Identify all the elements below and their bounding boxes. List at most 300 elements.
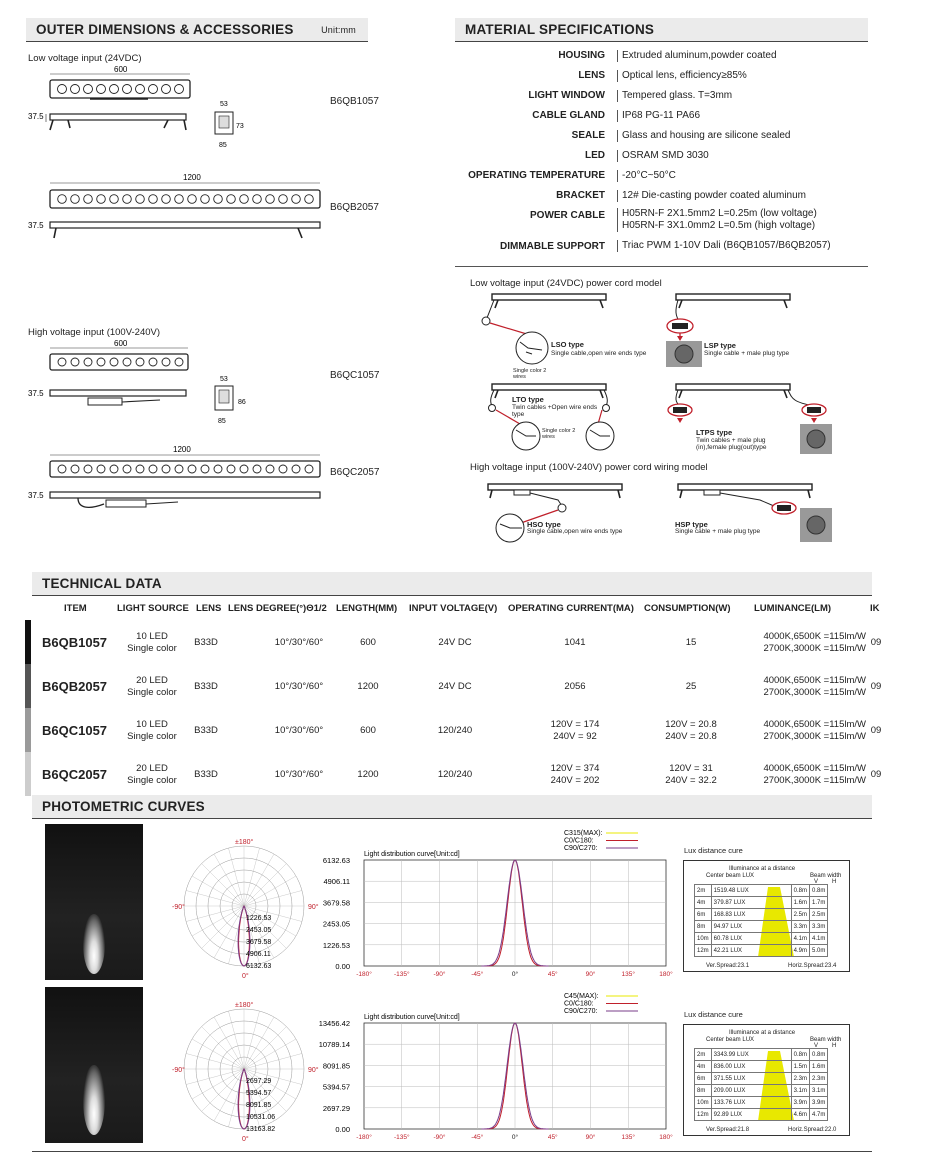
row-marker: [25, 708, 31, 752]
voltage: 24V DC: [438, 681, 472, 692]
lux-cell: 379.87 LUX: [711, 897, 791, 909]
hso-title: HSO type: [527, 520, 561, 529]
spec-value: Tempered glass. T=3mm: [617, 90, 732, 102]
ltps-title: LTPS type: [696, 428, 733, 437]
x-tick: -45°: [471, 1134, 484, 1141]
lso-title: LSO type: [551, 340, 584, 349]
polar-spoke: [214, 854, 244, 906]
hor-spread: Horiz.Spread:22.0: [788, 1127, 837, 1133]
lux-cb: Center beam LUX: [706, 873, 755, 879]
x-tick: -45°: [471, 971, 484, 978]
lux-cell: 12m: [695, 1109, 712, 1121]
dim-600: 600: [114, 65, 128, 74]
x-tick: 0°: [511, 971, 519, 978]
current-2: 240V = 202: [550, 775, 600, 786]
current-1: 2056: [564, 681, 586, 692]
lens: B33D: [194, 681, 218, 692]
lux-cell: 10m: [695, 933, 712, 945]
luminance-1: 4000K,6500K =115lm/W: [763, 763, 866, 774]
color-type: Single color: [127, 775, 177, 786]
x-tick: 180°: [659, 1134, 673, 1141]
polar-label: ±180°: [235, 839, 254, 846]
photometric-title: PHOTOMETRIC CURVES: [42, 799, 205, 814]
polar-label: 90°: [308, 904, 319, 911]
lux-cell: 0.8m: [791, 885, 809, 897]
legend-label: C90/C270:: [564, 1008, 598, 1015]
lux-cell: 94.97 LUX: [711, 921, 791, 933]
lux-cell: 92.89 LUX: [711, 1109, 791, 1121]
svg-text:85: 85: [219, 142, 227, 149]
current: [525, 719, 625, 743]
spec-key: CABLE GLAND: [532, 110, 605, 121]
model-b6qc1057: B6QC1057: [330, 370, 380, 381]
polar-label: -90°: [172, 904, 185, 911]
voltage: 120/240: [437, 769, 473, 780]
lux-cell: 4m: [695, 897, 712, 909]
x-tick: -135°: [393, 1134, 410, 1141]
polar-spoke: [244, 876, 296, 906]
lens-degree: 10°/30°/60°: [274, 769, 324, 780]
lux-cell: 1.5m: [791, 1061, 809, 1073]
lux-cb: Center beam LUX: [706, 1037, 755, 1043]
polar-spoke: [244, 890, 302, 906]
spec-key: OPERATING TEMPERATURE: [468, 170, 605, 181]
consumption: [651, 637, 731, 649]
lux-cell: 4.1m: [810, 933, 828, 945]
polar-spoke: [228, 1011, 244, 1069]
polar-value: 2453.05: [246, 927, 272, 934]
outer-title: OUTER DIMENSIONS & ACCESSORIES: [36, 22, 294, 37]
divider: [32, 818, 872, 819]
light-source: [118, 763, 186, 787]
light-source: [118, 631, 186, 655]
divider: [32, 595, 872, 596]
ik: 09: [870, 637, 882, 648]
current-1: 1041: [564, 637, 586, 648]
lux-row: [695, 945, 828, 957]
luminance: [742, 675, 866, 699]
consumption-1: 120V = 20.8: [665, 719, 717, 730]
lux-cell: 3.3m: [791, 921, 809, 933]
item-name: B6QB1057: [42, 635, 108, 650]
ver-spread: Ver.Spread:21.8: [706, 1127, 750, 1133]
polar-spoke: [228, 848, 244, 906]
spec-value: Optical lens, efficiency≥85%: [617, 70, 747, 82]
lux-cell: 2.5m: [810, 909, 828, 921]
lux-cell: 209.00 LUX: [711, 1085, 791, 1097]
lv-label: Low voltage input (24VDC): [28, 53, 142, 64]
polar-spoke: [186, 890, 244, 906]
x-tick: -135°: [393, 971, 410, 978]
light-distribution-chart: [312, 826, 672, 982]
lux-cell: 2m: [695, 1049, 712, 1061]
cord-lv-title: Low voltage input (24VDC) power cord model: [470, 278, 662, 289]
legend-label: C315(MAX):: [564, 830, 603, 837]
chart-title: Light distribution curve[Unit:cd]: [364, 1014, 460, 1021]
luminance: [742, 763, 866, 787]
lux-cell: 2.5m: [791, 909, 809, 921]
lux-table: [694, 884, 828, 957]
model-b6qb1057: B6QB1057: [330, 96, 379, 107]
spec-value: 12# Die-casting powder coated aluminum: [617, 190, 806, 202]
lux-row: [695, 1061, 828, 1073]
polar-label: -90°: [172, 1067, 185, 1074]
lux-cell: 12m: [695, 945, 712, 957]
legend-label: C0/C180:: [564, 837, 594, 845]
col-item: ITEM: [64, 603, 87, 614]
technical-title: TECHNICAL DATA: [42, 576, 162, 591]
material-title: MATERIAL SPECIFICATIONS: [465, 22, 655, 37]
lux-bw: Beam width: [810, 1037, 842, 1043]
lux-cell: 5.0m: [810, 945, 828, 957]
y-tick: 5394.57: [322, 1082, 350, 1092]
lux-cell: 2.3m: [810, 1073, 828, 1085]
consumption-2: 240V = 20.8: [665, 731, 717, 742]
polar-chart: [172, 836, 319, 984]
polar-value: 1226.53: [246, 915, 272, 922]
consumption-1: 120V = 31: [669, 763, 713, 774]
polar-spoke: [202, 1027, 244, 1069]
spec-key: LIGHT WINDOW: [528, 90, 605, 101]
spec-value: Glass and housing are silicone sealed: [617, 130, 790, 142]
polar-spoke: [192, 1039, 244, 1069]
polar-value: 3679.58: [246, 939, 272, 946]
spec-value: OSRAM SMD 3030: [617, 150, 709, 162]
lux-cell: 0.8m: [810, 1049, 828, 1061]
lux-h: H: [832, 1043, 837, 1049]
hso-desc: Single cable,open wire ends type: [527, 528, 623, 535]
lux-row: [695, 921, 828, 933]
svg-text:1200: 1200: [173, 445, 191, 454]
svg-text:1200: 1200: [183, 173, 201, 182]
polar-label: 0°: [242, 973, 249, 980]
y-tick: 8091.85: [322, 1061, 350, 1071]
divider: [32, 1151, 872, 1152]
lso-note: Single color 2 wires: [513, 368, 547, 380]
svg-text:53: 53: [220, 376, 228, 383]
spec-value: Triac PWM 1-10V Dali (B6QB1057/B6QB2057): [617, 240, 831, 252]
lens: B33D: [194, 725, 218, 736]
lux-row: [695, 897, 828, 909]
color-type: Single color: [127, 643, 177, 654]
light-source: [118, 675, 186, 699]
voltage: 120/240: [437, 725, 473, 736]
lux-row: [695, 1049, 828, 1061]
lto-title: LTO type: [512, 395, 544, 404]
col-lens-degree: LENS DEGREE(°)Θ1/2: [228, 603, 327, 614]
polar-spoke: [244, 1011, 260, 1069]
lux-row: [695, 1073, 828, 1085]
spec-value-line2: H05RN-F 3X1.0mm2 L=0.5m (high voltage): [622, 220, 816, 231]
color-type: Single color: [127, 731, 177, 742]
svg-text:73: 73: [236, 123, 244, 130]
color-type: Single color: [127, 687, 177, 698]
polar-spoke: [186, 906, 244, 922]
hsp-title: HSP type: [675, 520, 708, 529]
lux-row: [695, 1097, 828, 1109]
length: 600: [360, 637, 376, 648]
x-tick: 90°: [585, 1134, 596, 1141]
polar-chart: [172, 999, 319, 1147]
spec-value: Extruded aluminum,powder coated: [617, 50, 777, 62]
spec-key: DIMMABLE SUPPORT: [500, 241, 605, 252]
y-tick: 3679.58: [322, 898, 350, 908]
polar-spoke: [244, 1039, 296, 1069]
polar-value: 4906.11: [246, 951, 271, 958]
col-operating-current: OPERATING CURRENT(MA): [508, 603, 634, 614]
polar-label: ±180°: [235, 1002, 254, 1009]
polar-label: 0°: [242, 1136, 249, 1143]
luminance-1: 4000K,6500K =115lm/W: [763, 719, 866, 730]
lux-cell: 10m: [695, 1097, 712, 1109]
hv-label: High voltage input (100V-240V): [28, 327, 161, 338]
voltage: 24V DC: [438, 637, 472, 648]
luminance: [742, 631, 866, 655]
length: 1200: [357, 681, 379, 692]
col-length: LENGTH(MM): [336, 603, 398, 614]
beam-photo: [45, 987, 143, 1143]
polar-spoke: [186, 1069, 244, 1085]
polar-spoke: [244, 848, 260, 906]
y-tick: 4906.11: [323, 877, 350, 887]
svg-text:37.5: 37.5: [28, 112, 44, 121]
ik: 09: [870, 725, 882, 736]
spec-value: [617, 208, 817, 232]
ik: 09: [870, 681, 882, 692]
lux-v: V: [814, 1043, 819, 1049]
svg-text:37.5: 37.5: [28, 389, 44, 398]
y-tick: 6132.63: [322, 856, 350, 865]
lux-cell: 371.55 LUX: [711, 1073, 791, 1085]
cord-hv-title: High voltage input (100V-240V) power cord wiring model: [470, 462, 708, 473]
light-source: [118, 719, 186, 743]
x-tick: -90°: [433, 1134, 446, 1141]
lux-row: [695, 909, 828, 921]
divider: [455, 266, 868, 267]
chart-title: Light distribution curve[Unit:cd]: [364, 851, 460, 858]
y-tick: 1226.53: [322, 940, 350, 950]
polar-label: 90°: [308, 1067, 319, 1074]
luminance-2: 2700K,3000K =115lm/W: [763, 731, 866, 742]
material-header: [455, 18, 868, 41]
row-marker: [25, 752, 31, 796]
row-marker: [25, 620, 31, 664]
lux-title: Lux distance cure: [684, 846, 743, 855]
luminance-1: 4000K,6500K =115lm/W: [763, 631, 866, 642]
polar-spoke: [186, 1053, 244, 1069]
lux-row: [695, 933, 828, 945]
lux-cell: 3.9m: [810, 1097, 828, 1109]
col-lens: LENS: [196, 603, 222, 614]
lux-row: [695, 1109, 828, 1121]
ver-spread: Ver.Spread:23.1: [706, 963, 750, 969]
col-ik: IK: [870, 603, 880, 614]
polar-value: 13163.82: [246, 1126, 276, 1133]
svg-text:37.5: 37.5: [28, 491, 44, 500]
lux-cell: 3343.99 LUX: [711, 1049, 791, 1061]
length: 1200: [357, 769, 379, 780]
hor-spread: Horiz.Spread:23.4: [788, 963, 837, 969]
lux-cell: 168.83 LUX: [711, 909, 791, 921]
lux-cell: 2m: [695, 885, 712, 897]
polar-spoke: [192, 1069, 244, 1099]
polar-spoke: [244, 1027, 286, 1069]
lux-cell: 6m: [695, 1073, 712, 1085]
hv-dimension-drawings: [28, 336, 388, 526]
spec-key: LED: [585, 150, 605, 161]
legend-label: C90/C270:: [564, 845, 598, 852]
polar-spoke: [192, 876, 244, 906]
polar-value: 6132.63: [246, 963, 272, 970]
lux-card: [683, 1024, 850, 1136]
lens-degree: 10°/30°/60°: [274, 637, 324, 648]
ltps-desc: Twin cables + male plug (in),female plug(out)type: [696, 437, 767, 451]
lens-degree: 10°/30°/60°: [274, 681, 324, 692]
y-tick: 10789.14: [318, 1040, 350, 1050]
y-tick: 0.00: [335, 1125, 350, 1134]
length: 600: [360, 725, 376, 736]
consumption-2: 240V = 32.2: [665, 775, 717, 786]
x-tick: 135°: [621, 1134, 635, 1141]
lux-cell: 4.7m: [810, 1109, 828, 1121]
spec-value-line1: H05RN-F 2X1.5mm2 L=0.25m (low voltage): [622, 208, 817, 219]
current-1: 120V = 374: [550, 763, 600, 774]
current: [525, 763, 625, 787]
col-input-voltage: INPUT VOLTAGE(V): [409, 603, 498, 614]
svg-text:85: 85: [218, 418, 226, 425]
current-1: 120V = 174: [550, 719, 600, 730]
lux-cell: 3.9m: [791, 1097, 809, 1109]
y-tick: 13456.42: [318, 1019, 350, 1028]
hsp-desc: Single cable + male plug type: [675, 528, 761, 535]
led-count: 10 LED: [136, 719, 168, 730]
lux-cell: 6m: [695, 909, 712, 921]
outer-dimensions-header: [26, 18, 368, 41]
lux-cell: 0.8m: [810, 885, 828, 897]
lux-cell: 3.3m: [810, 921, 828, 933]
polar-value: 8091.85: [246, 1102, 272, 1109]
lso-desc: Single cable,open wire ends type: [551, 350, 647, 357]
lux-h: H: [832, 879, 837, 885]
photometric-header: [32, 795, 872, 818]
x-tick: 180°: [659, 971, 673, 978]
luminance-2: 2700K,3000K =115lm/W: [763, 687, 866, 698]
lux-cell: 0.8m: [791, 1049, 809, 1061]
col-light-source: LIGHT SOURCE: [117, 603, 189, 614]
technical-header: [32, 572, 872, 595]
lto-desc: Twin cables +Open wire ends type: [512, 404, 598, 418]
polar-spoke: [192, 906, 244, 936]
lux-cell: 3.1m: [810, 1085, 828, 1097]
light-distribution-chart: [312, 989, 672, 1145]
x-tick: 90°: [585, 971, 596, 978]
lux-cell: 4m: [695, 1061, 712, 1073]
spec-key: BRACKET: [556, 190, 605, 201]
lux-cell: 133.76 LUX: [711, 1097, 791, 1109]
item-name: B6QC1057: [42, 723, 108, 738]
consumption: [651, 763, 731, 787]
lux-bw: Beam width: [810, 873, 842, 879]
lens-degree: 10°/30°/60°: [274, 725, 324, 736]
lsp-desc: Single cable + male plug type: [704, 350, 790, 357]
polar-spoke: [244, 1053, 302, 1069]
spec-key: LENS: [578, 70, 605, 81]
unit-label: Unit:mm: [321, 25, 356, 35]
spec-key: SEALE: [571, 130, 605, 141]
lux-cell: 1.6m: [810, 1061, 828, 1073]
model-b6qc2057: B6QC2057: [330, 467, 380, 478]
lux-cell: 1519.48 LUX: [711, 885, 791, 897]
polar-spoke: [244, 864, 286, 906]
lux-v: V: [814, 879, 819, 885]
lux-cell: 1.7m: [810, 897, 828, 909]
lto-note: Single color 2 wires: [542, 428, 576, 440]
x-tick: 45°: [547, 1134, 558, 1141]
current-2: 240V = 92: [553, 731, 597, 742]
lux-cell: 4.6m: [791, 1109, 809, 1121]
lux-table: [694, 1048, 828, 1121]
luminance-2: 2700K,3000K =115lm/W: [763, 643, 866, 654]
spec-key: HOUSING: [558, 50, 605, 61]
lens: B33D: [194, 769, 218, 780]
polar-value: 5394.57: [246, 1090, 272, 1097]
lens: B33D: [194, 637, 218, 648]
lsp-title: LSP type: [704, 341, 736, 350]
lux-head: Illuminance at a distance: [729, 1030, 796, 1036]
y-tick: 2453.05: [322, 919, 350, 929]
lux-cell: 836.00 LUX: [711, 1061, 791, 1073]
polar-spoke: [214, 1017, 244, 1069]
x-tick: 45°: [547, 971, 558, 978]
lux-cell: 60.78 LUX: [711, 933, 791, 945]
consumption-1: 15: [685, 637, 697, 648]
svg-text:600: 600: [114, 339, 128, 348]
led-count: 20 LED: [136, 675, 168, 686]
model-b6qb2057: B6QB2057: [330, 202, 379, 213]
svg-text:53: 53: [220, 101, 228, 108]
x-tick: 0°: [511, 1134, 519, 1141]
lux-cell: 8m: [695, 1085, 712, 1097]
lux-title: Lux distance cure: [684, 1010, 743, 1019]
lux-card: [683, 860, 850, 972]
consumption: [651, 719, 731, 743]
lux-cell: 42.21 LUX: [711, 945, 791, 957]
divider: [455, 41, 868, 42]
legend-label: C45(MAX):: [564, 993, 599, 1000]
spec-key: POWER CABLE: [530, 210, 605, 221]
luminance: [742, 719, 866, 743]
lux-cell: 3.1m: [791, 1085, 809, 1097]
current: [525, 681, 625, 693]
consumption-1: 25: [685, 681, 697, 692]
x-tick: 135°: [621, 971, 635, 978]
led-count: 10 LED: [136, 631, 168, 642]
x-tick: -90°: [433, 971, 446, 978]
polar-spoke: [244, 854, 274, 906]
svg-text:37.5: 37.5: [28, 221, 44, 230]
lux-row: [695, 885, 828, 897]
ik: 09: [870, 769, 882, 780]
x-tick: -180°: [356, 971, 372, 978]
y-tick: 0.00: [335, 962, 350, 971]
lux-cell: 1.6m: [791, 897, 809, 909]
col-luminance: LUMINANCE(LM): [754, 603, 832, 614]
svg-text:86: 86: [238, 399, 246, 406]
lux-head: Illuminance at a distance: [729, 866, 796, 872]
polar-value: 2697.29: [246, 1078, 272, 1085]
hv-cord-diagrams: [470, 478, 870, 548]
row-marker: [25, 664, 31, 708]
